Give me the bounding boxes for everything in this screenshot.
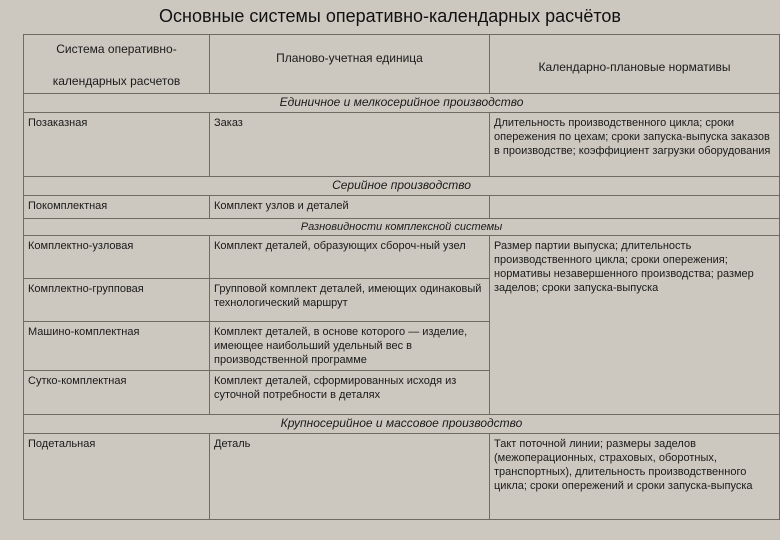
table-row xyxy=(24,434,780,520)
unit-cell: Заказ xyxy=(210,113,490,177)
system-cell: Машино-комплектная xyxy=(24,322,210,371)
system-cell: Подетальная xyxy=(24,434,210,520)
subsection-heading: Разновидности комплексной системы xyxy=(24,219,780,236)
system-cell: Комплектно-узловая xyxy=(24,236,210,279)
system-cell: Комплектно-групповая xyxy=(24,279,210,322)
system-cell: Сутко-комплектная xyxy=(24,371,210,415)
section-heading: Серийное производство xyxy=(24,177,780,196)
systems-table xyxy=(23,34,780,520)
header-row xyxy=(24,35,780,94)
page-title: Основные системы оперативно-календарных расчётов xyxy=(159,6,621,26)
unit-cell: Комплект деталей, в основе которого — изделие, имеющее наибольший удельный вес в производственной программе xyxy=(210,322,490,371)
unit-cell: Комплект узлов и деталей xyxy=(210,196,490,219)
header-system-line2: календарных расчетов xyxy=(52,73,181,88)
unit-cell: Групповой комплект деталей, имеющих одинаковый технологический маршрут xyxy=(210,279,490,322)
table-row xyxy=(24,236,780,279)
header-norms: Календарно-плановые нормативы xyxy=(490,35,780,94)
unit-cell: Деталь xyxy=(210,434,490,520)
header-unit: Планово-учетная единица xyxy=(210,35,490,94)
section-row xyxy=(24,94,780,113)
unit-cell: Комплект деталей, сформированных исходя из суточной потребности в деталях xyxy=(210,371,490,415)
norms-cell xyxy=(490,196,780,219)
table-row xyxy=(24,113,780,177)
table-row xyxy=(24,196,780,219)
section-heading: Единичное и мелкосерийное производство xyxy=(24,94,780,113)
norms-cell: Длительность производственного цикла; сроки опережения по цехам; сроки запуска-выпуска заказов в производстве; коэффициент загрузки оборудования xyxy=(490,113,780,177)
subsection-row xyxy=(24,219,780,236)
system-cell: Покомплектная xyxy=(24,196,210,219)
header-system-line1: Система оперативно- xyxy=(56,41,177,56)
section-heading: Крупносерийное и массовое производство xyxy=(24,415,780,434)
unit-cell: Комплект деталей, образующих сбороч-ный узел xyxy=(210,236,490,279)
norms-cell-shared: Размер партии выпуска; длительность производственного цикла; сроки опережения; нормативы незавершенного производства; размер заделов; сроки запуска-выпуска xyxy=(490,236,780,415)
section-row xyxy=(24,177,780,196)
system-cell: Позаказная xyxy=(24,113,210,177)
norms-cell: Такт поточной линии; размеры заделов (межоперационных, страховых, оборотных, транспортных), длительность производственного цикла; сроки опережений и сроки запуска-выпуска xyxy=(490,434,780,520)
section-row xyxy=(24,415,780,434)
header-system xyxy=(24,35,210,94)
